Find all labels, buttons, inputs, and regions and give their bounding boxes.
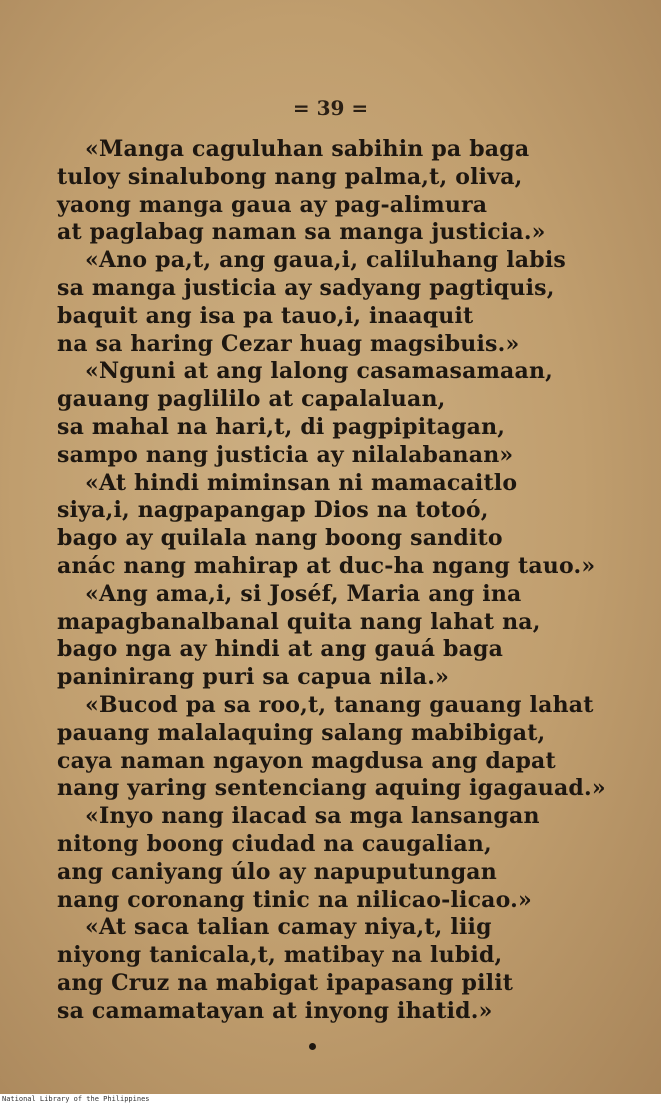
verse-line: nitong boong ciudad na caugalian, [57, 830, 492, 857]
footer-credit: National Library of the Philippines [2, 1095, 150, 1103]
stanza [57, 803, 637, 914]
verse-line: siya,i, nagpapangap Dios na totoó, [57, 497, 489, 524]
verse-line: tuloy sinalubong nang palma,t, oliva, [57, 163, 523, 190]
stanza [57, 247, 637, 358]
stanza [57, 470, 637, 581]
verse-line: «Manga caguluhan sabihin pa baga [85, 136, 530, 162]
stanza [57, 358, 637, 469]
verse-line: «At saca talian camay niya,t, liig [85, 914, 492, 941]
verse-line: bago nga ay hindi at ang gauá baga [57, 636, 504, 663]
page-number: = 39 = [292, 96, 369, 120]
verse-line: yaong manga gaua ay pag-alimura [57, 191, 488, 218]
verse-line: bago ay quilala nang boong sandito [57, 525, 503, 552]
verse-line: pauang malalaquing salang mabibigat, [57, 719, 546, 746]
verse-line: «Inyo nang ilacad sa mga lansangan [85, 803, 540, 830]
verse-line: sa manga justicia ay sadyang pagtiquis, [57, 274, 555, 301]
verse-line: «Bucod pa sa roo,t, tanang gauang lahat [85, 691, 594, 718]
verse-line: ang Cruz na mabigat ipapasang pilit [57, 969, 514, 996]
stanza [57, 692, 637, 803]
verse-line: «Ano pa,t, ang gaua,i, caliluhang labis [85, 247, 566, 274]
poem-text [57, 136, 637, 1026]
verse-line: «Nguni at ang lalong casamasamaan, [85, 358, 554, 385]
stanza [57, 581, 637, 692]
verse-line: gauang paglililo at capalaluan, [57, 386, 446, 413]
verse-line: na sa haring Cezar huag magsibuis.» [57, 330, 520, 357]
verse-line: at paglabag naman sa manga justicia.» [57, 219, 546, 246]
verse-line: sa mahal na hari,t, di pagpipitagan, [57, 413, 506, 440]
verse-line: caya naman ngayon magdusa ang dapat [57, 747, 556, 774]
verse-line: «At hindi miminsan ni mamacaitlo [85, 469, 518, 496]
verse-line: baquit ang isa pa tauo,i, inaaquit [57, 302, 474, 329]
verse-line: paninirang puri sa capua nila.» [57, 664, 450, 691]
verse-line: anác nang mahirap at duc-ha ngang tauo.» [57, 552, 596, 579]
verse-line: ang caniyang úlo ay napuputungan [57, 858, 497, 885]
verse-line: nang coronang tinic na nilicao-licao.» [57, 886, 532, 913]
verse-line: nang yaring sentenciang aquing igagauad.» [57, 775, 606, 802]
verse-line: sampo nang justicia ay nilalabanan» [57, 441, 514, 468]
verse-line: sa camamatayan at inyong ihatid.» [57, 997, 493, 1024]
stanza [57, 914, 637, 1025]
stanza [57, 136, 637, 247]
verse-line: niyong tanicala,t, matibay na lubid, [57, 942, 503, 969]
verse-line: «Ang ama,i, si Joséf, Maria ang ina [85, 580, 522, 607]
verse-line: mapagbanalbanal quita nang lahat na, [57, 608, 541, 635]
ornament-dot [309, 1043, 316, 1050]
